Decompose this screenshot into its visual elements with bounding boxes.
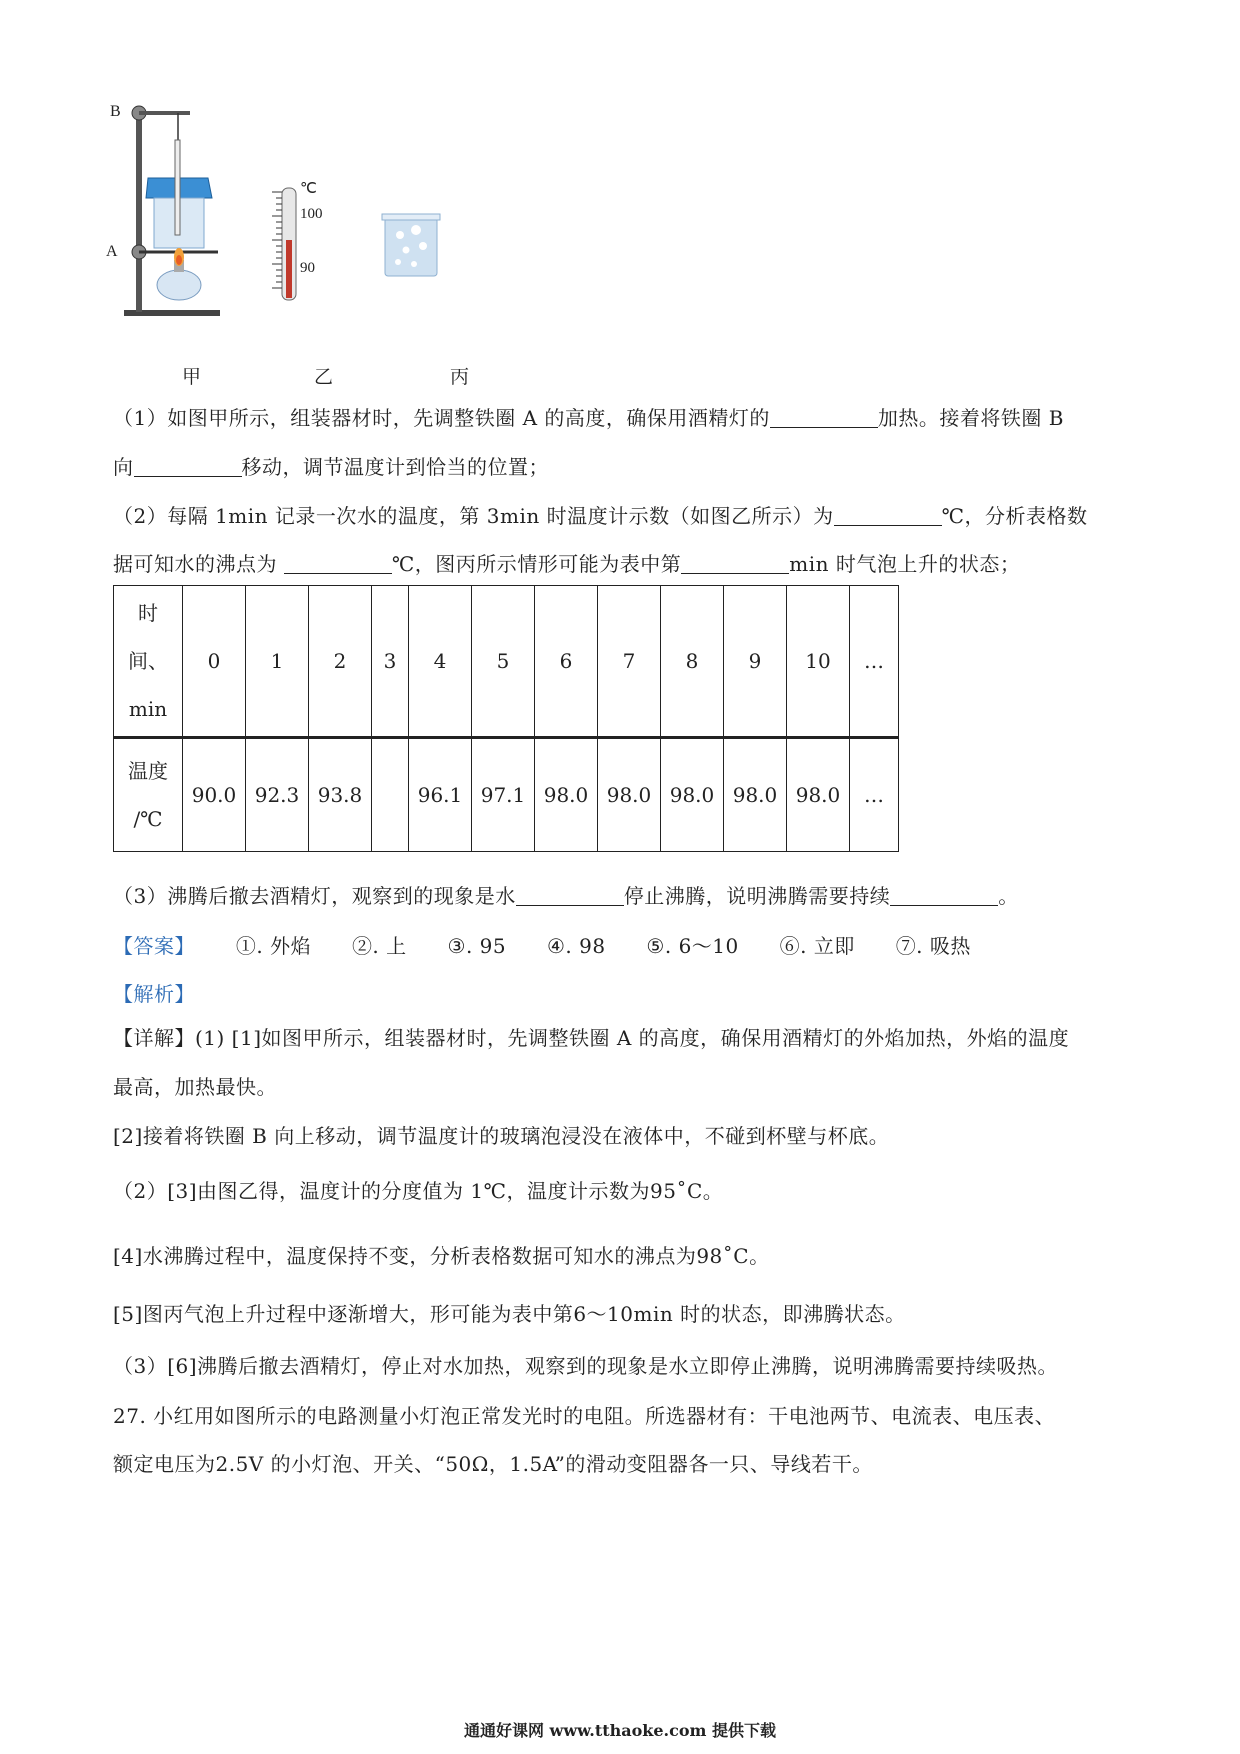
q2-line2 xyxy=(113,548,1020,577)
answer-item: ⑤. 6～10 xyxy=(646,934,739,958)
table-cell xyxy=(372,738,409,852)
table-cell: 96.1 xyxy=(409,738,472,852)
table-cell: 10 xyxy=(787,586,850,738)
q1-line2 xyxy=(113,451,549,480)
table-cell: … xyxy=(850,738,899,852)
thermometer-drawing xyxy=(272,188,296,300)
experiment-figure xyxy=(106,100,530,400)
label-a: A xyxy=(106,243,118,260)
table-cell: 7 xyxy=(598,586,661,738)
header-line: /℃ xyxy=(133,807,163,831)
q1-line1 xyxy=(113,402,1064,431)
table-cell: 9 xyxy=(724,586,787,738)
header-line: 间、 xyxy=(128,649,168,673)
answer-item: ②. 上 xyxy=(351,934,407,958)
answer-item: ⑥. 立即 xyxy=(779,934,855,958)
table-cell: 4 xyxy=(409,586,472,738)
table-cell: 8 xyxy=(661,586,724,738)
table-cell: … xyxy=(850,586,899,738)
data-table xyxy=(113,585,899,852)
q27-line2: 额定电压为2.5V 的小灯泡、开关、“50Ω，1.5A”的滑动变阻器各一只、导线若干。 xyxy=(113,1452,873,1476)
blank[interactable] xyxy=(834,505,942,526)
iron-stand-drawing xyxy=(124,106,220,316)
table-cell: 98.0 xyxy=(724,738,787,852)
q2-line1 xyxy=(113,500,1087,529)
label-b: B xyxy=(110,103,121,120)
header-line: 时 xyxy=(138,601,158,625)
blank[interactable] xyxy=(284,553,392,574)
detail-p3: （2）[3]由图乙得，温度计的分度值为 1℃，温度计示数为95˚C。 xyxy=(113,1179,724,1203)
header-line: min xyxy=(128,697,168,721)
detail-p1: 【详解】(1) [1]如图甲所示，组装器材时，先调整铁圈 A 的高度，确保用酒精灯的外焰加热，外焰的温度 xyxy=(113,1026,1070,1050)
table-cell: 6 xyxy=(535,586,598,738)
detail-p6: （3）[6]沸腾后撤去酒精灯，停止对水加热，观察到的现象是水立即停止沸腾，说明沸腾需要持续吸热。 xyxy=(113,1354,1059,1378)
answer-item: ④. 98 xyxy=(546,934,606,958)
q2-text-e: min 时气泡上升的状态； xyxy=(789,552,1021,576)
answer-item: ①. 外焰 xyxy=(235,934,312,958)
answer-label: 【答案】 xyxy=(113,934,195,958)
header-temp xyxy=(114,738,183,852)
thermo-90: 90 xyxy=(300,260,315,276)
table-cell: 97.1 xyxy=(472,738,535,852)
caption-bing: 丙 xyxy=(450,366,470,388)
table-row-time xyxy=(114,586,899,738)
q1-text-c: 向 xyxy=(113,455,134,479)
table-cell: 98.0 xyxy=(787,738,850,852)
table-cell: 92.3 xyxy=(246,738,309,852)
table-cell: 93.8 xyxy=(309,738,372,852)
header-line: 温度 xyxy=(128,759,168,783)
analysis-label: 【解析】 xyxy=(113,982,195,1006)
q2-text-d: ℃，图丙所示情形可能为表中第 xyxy=(391,552,682,576)
q2-text-c: 据可知水的沸点为 xyxy=(113,552,284,576)
q2-text-b: ℃，分析表格数 xyxy=(941,504,1088,528)
q3-text-c: 。 xyxy=(998,884,1019,908)
blank[interactable] xyxy=(770,407,878,428)
blank[interactable] xyxy=(681,553,789,574)
thermo-100: 100 xyxy=(300,206,323,222)
q1-text-b: 加热。接着将铁圈 B xyxy=(877,406,1064,430)
table-cell: 1 xyxy=(246,586,309,738)
detail-p1b: 最高，加热最快。 xyxy=(113,1075,277,1099)
blank[interactable] xyxy=(134,456,242,477)
caption-jia: 甲 xyxy=(182,366,202,388)
answer-item: ③. 95 xyxy=(447,934,507,958)
table-row-temp xyxy=(114,738,899,852)
table-cell: 3 xyxy=(372,586,409,738)
table-cell: 0 xyxy=(183,586,246,738)
table-cell: 98.0 xyxy=(598,738,661,852)
table-cell: 98.0 xyxy=(661,738,724,852)
answer-line xyxy=(113,930,1005,959)
detail-p4: [4]水沸腾过程中，温度保持不变，分析表格数据可知水的沸点为98˚C。 xyxy=(113,1244,770,1268)
blank[interactable] xyxy=(890,885,998,906)
beaker-bubbles-drawing xyxy=(382,214,440,276)
q27-line1: 27. 小红用如图所示的电路测量小灯泡正常发光时的电阻。所选器材有：干电池两节、电流表、电压表、 xyxy=(113,1404,1056,1428)
footer-text: 通通好课网 www.tthaoke.com 提供下载 xyxy=(463,1721,777,1740)
table-cell: 2 xyxy=(309,586,372,738)
thermo-unit: ℃ xyxy=(300,181,317,197)
q3-text-a: （3）沸腾后撤去酒精灯，观察到的现象是水 xyxy=(113,884,516,908)
caption-yi: 乙 xyxy=(314,366,334,388)
table-cell: 98.0 xyxy=(535,738,598,852)
blank[interactable] xyxy=(516,885,624,906)
table-cell: 5 xyxy=(472,586,535,738)
q2-text-a: （2）每隔 1min 记录一次水的温度，第 3min 时温度计示数（如图乙所示）为 xyxy=(113,504,834,528)
q3-line xyxy=(113,880,1019,909)
detail-p5: [5]图丙气泡上升过程中逐渐增大，形可能为表中第6～10min 时的状态，即沸腾状态。 xyxy=(113,1302,906,1326)
table-cell: 90.0 xyxy=(183,738,246,852)
q1-text-a: （1）如图甲所示，组装器材时，先调整铁圈 A 的高度，确保用酒精灯的 xyxy=(113,406,770,430)
header-time xyxy=(114,586,183,738)
q1-text-d: 移动，调节温度计到恰当的位置； xyxy=(241,455,549,479)
answer-item: ⑦. 吸热 xyxy=(895,934,971,958)
q3-text-b: 停止沸腾，说明沸腾需要持续 xyxy=(623,884,891,908)
detail-p2: [2]接着将铁圈 B 向上移动，调节温度计的玻璃泡浸没在液体中，不碰到杯壁与杯底。 xyxy=(113,1124,890,1148)
